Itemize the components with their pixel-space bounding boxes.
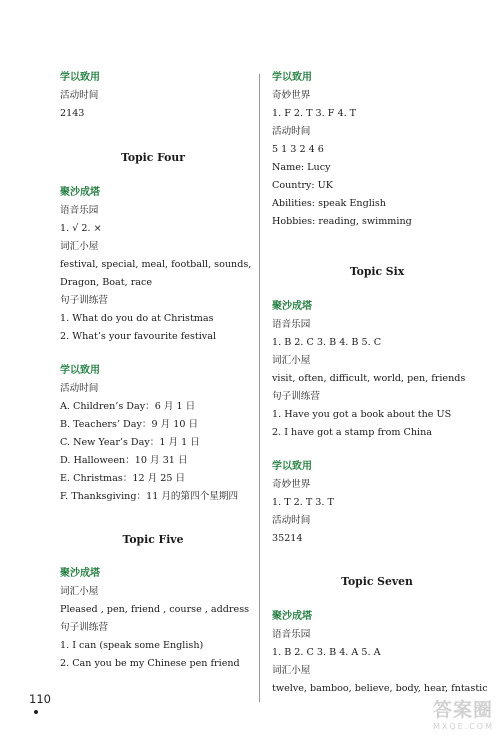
answer-line: 词汇小屋 (60, 241, 99, 252)
answer-line: A. Children’s Day：6 月 1 日 (60, 401, 196, 412)
answer-line: 语音乐园 (272, 629, 311, 640)
watermark-main: 答案圈 (432, 699, 493, 721)
topic-title: Topic Four (121, 151, 185, 164)
answer-line: 1. I can (speak some English) (60, 640, 204, 651)
answer-line: C. New Year’s Day：1 月 1 日 (60, 437, 200, 448)
topic-title: Topic Five (122, 533, 184, 546)
answer-line: 2. I have got a stamp from China (272, 427, 433, 438)
section-heading: 学以致用 (60, 72, 100, 83)
answer-line: Dragon, Boat, race (60, 277, 153, 288)
answer-line: visit, often, difficult, world, pen, friends (272, 373, 466, 384)
answer-line: 词汇小屋 (272, 665, 311, 676)
answer-line: 1. B 2. C 3. B 4. B 5. C (272, 337, 382, 348)
answer-line: 1. √ 2. × (60, 223, 102, 234)
answer-line: B. Teachers’ Day：9 月 10 日 (60, 419, 199, 430)
answer-line: 活动时间 (272, 126, 311, 137)
section-heading: 聚沙成塔 (272, 611, 312, 622)
answer-line: 2143 (60, 108, 85, 119)
page-dot (34, 710, 38, 714)
answer-line: 词汇小屋 (60, 586, 99, 597)
answer-line: 1. F 2. T 3. F 4. T (272, 108, 357, 119)
answer-line: 语音乐园 (60, 205, 99, 216)
answer-line: 语音乐园 (272, 319, 311, 330)
answer-line: 词汇小屋 (272, 355, 311, 366)
section-heading: 聚沙成塔 (272, 301, 312, 312)
answer-line: 句子训练营 (60, 622, 108, 633)
answer-line: 句子训练营 (272, 391, 320, 402)
page-number: 110 (29, 692, 51, 706)
answer-line: twelve, bamboo, believe, body, hear, fntastic (272, 683, 488, 694)
answer-line: 2. Can you be my Chinese pen friend (60, 658, 240, 669)
answer-line: 35214 (272, 533, 303, 544)
answer-line: 活动时间 (60, 90, 99, 101)
answer-line: Country: UK (272, 180, 333, 191)
answer-line: 5 1 3 2 4 6 (272, 144, 324, 155)
column-divider (259, 74, 260, 702)
topic-title: Topic Seven (341, 575, 413, 588)
answer-line: 奇妙世界 (272, 90, 311, 101)
answer-line: festival, special, meal, football, sounds, (60, 259, 252, 270)
answer-line: 1. B 2. C 3. B 4. A 5. A (272, 647, 381, 658)
answer-line: 活动时间 (60, 383, 99, 394)
watermark-logo (433, 695, 494, 731)
topic-title: Topic Six (349, 265, 405, 278)
answer-line: 1. What do you do at Christmas (60, 313, 214, 324)
answer-line: Pleased , pen, friend , course , address (60, 604, 250, 615)
section-heading: 聚沙成塔 (60, 568, 100, 579)
answer-line: D. Halloween：10 月 31 日 (60, 455, 188, 466)
section-heading: 聚沙成塔 (60, 187, 100, 198)
answer-line: 句子训练营 (60, 295, 108, 306)
answer-line: Name: Lucy (272, 162, 331, 173)
answer-line: 奇妙世界 (272, 479, 311, 490)
section-heading: 学以致用 (60, 365, 100, 376)
answer-line: Hobbies: reading, swimming (272, 216, 412, 227)
answer-line: F. Thanksgiving：11 月的第四个星期四 (60, 491, 239, 502)
answer-line: E. Christmas：12 月 25 日 (60, 473, 186, 484)
watermark-sub: MXQE.COM (432, 722, 494, 731)
answer-line: 2. What’s your favourite festival (60, 331, 217, 342)
answer-line: Abilities: speak English (272, 198, 386, 209)
answer-line: 活动时间 (272, 515, 311, 526)
section-heading: 学以致用 (272, 72, 312, 83)
section-heading: 学以致用 (272, 461, 312, 472)
answer-line: 1. Have you got a book about the US (272, 409, 452, 420)
answer-line: 1. T 2. T 3. T (272, 497, 334, 508)
